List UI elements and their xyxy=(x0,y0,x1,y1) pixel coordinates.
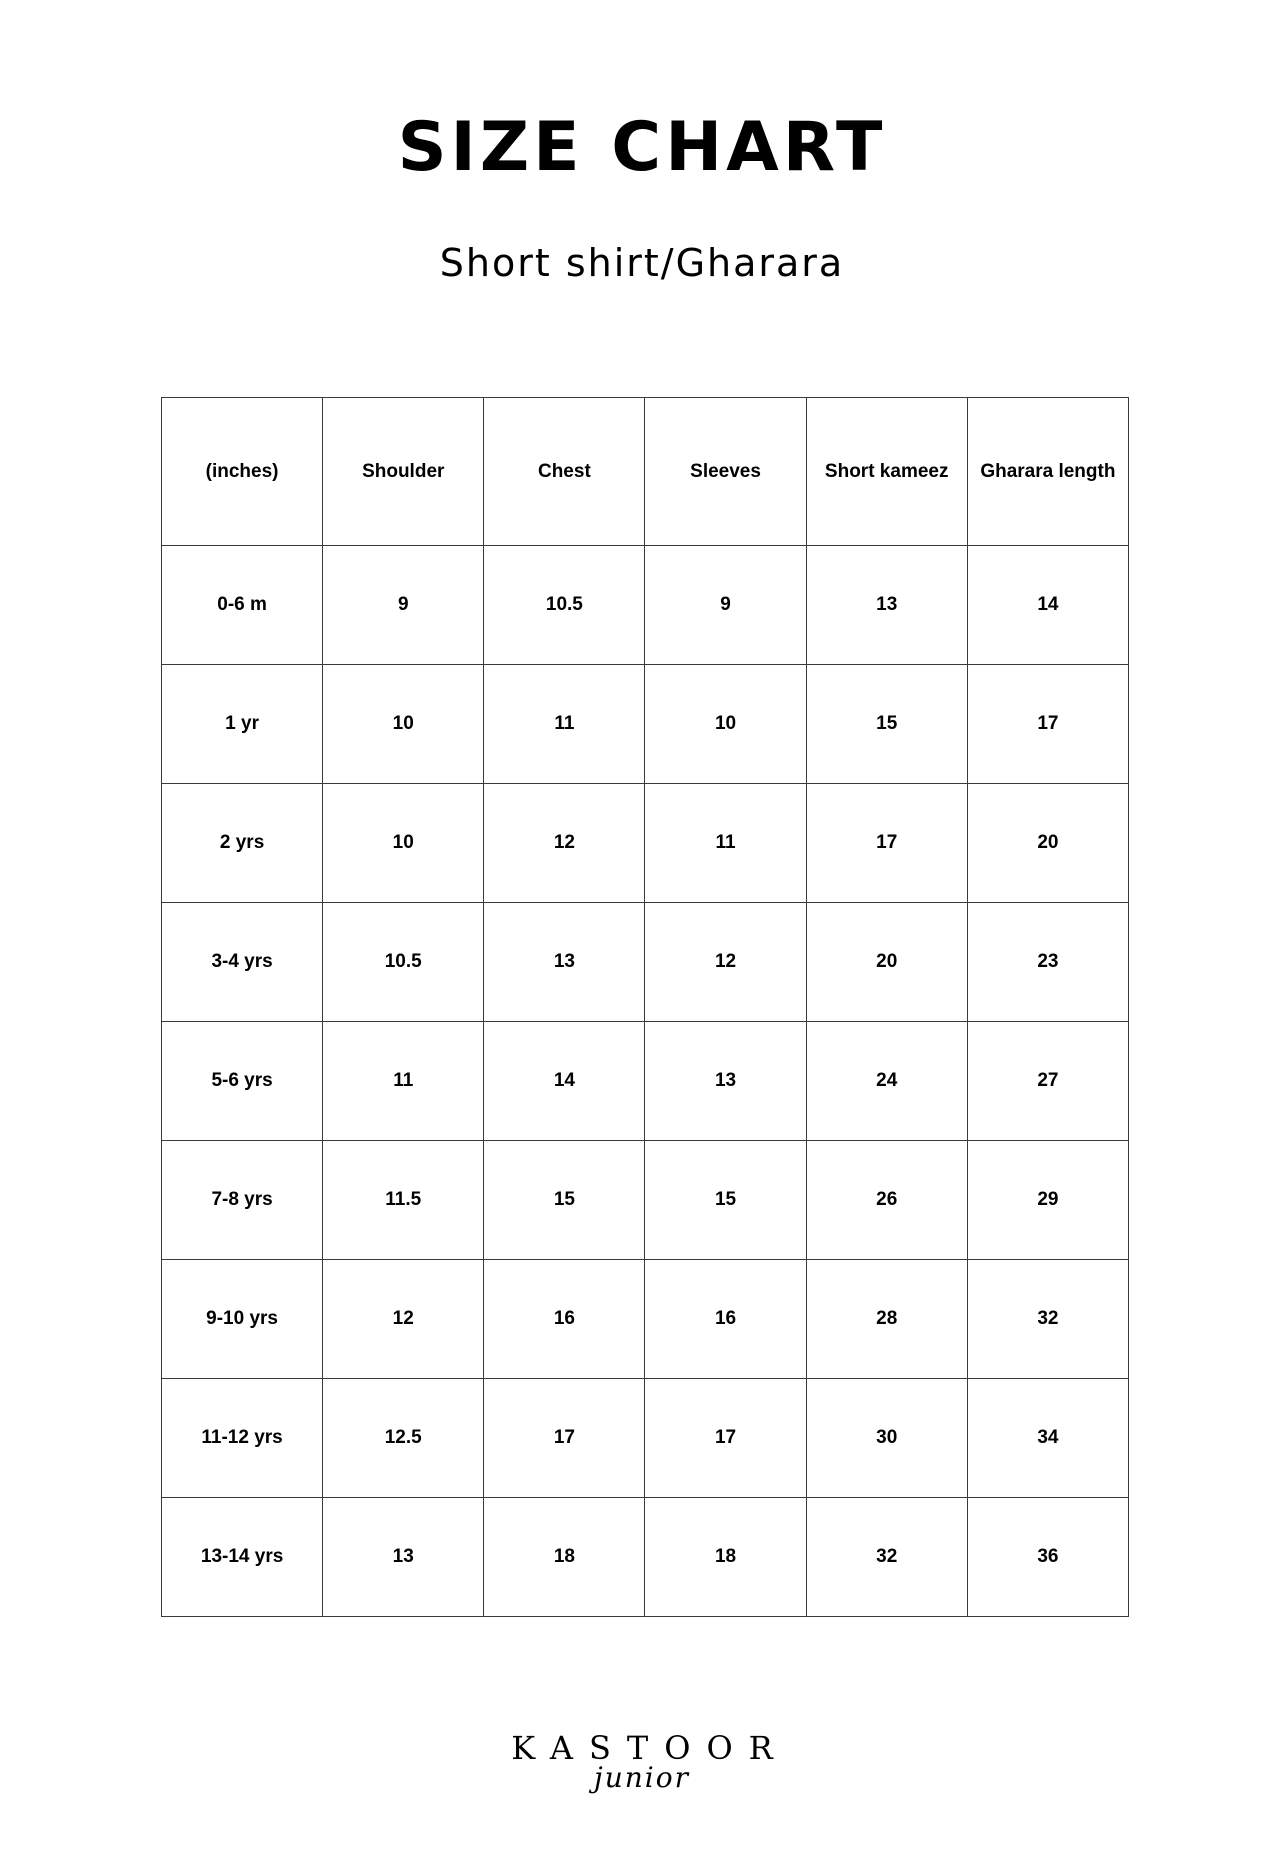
table-cell: 13 xyxy=(645,1022,806,1141)
table-cell: 15 xyxy=(484,1141,645,1260)
table-cell: 10.5 xyxy=(484,546,645,665)
header-cell-size: (inches) xyxy=(162,398,323,546)
table-cell: 13 xyxy=(484,903,645,1022)
table-cell: 16 xyxy=(645,1260,806,1379)
brand-name: KASTOOR xyxy=(511,1729,789,1767)
table-cell: 0-6 m xyxy=(162,546,323,665)
table-cell: 9-10 yrs xyxy=(162,1260,323,1379)
table-row xyxy=(162,546,1129,665)
table-row xyxy=(162,903,1129,1022)
table-cell: 16 xyxy=(484,1260,645,1379)
table-cell: 32 xyxy=(967,1260,1128,1379)
table-cell: 1 yr xyxy=(162,665,323,784)
table-cell: 34 xyxy=(967,1379,1128,1498)
header-cell-gharara-length: Gharara length xyxy=(967,398,1128,546)
table-cell: 3-4 yrs xyxy=(162,903,323,1022)
table-cell: 11 xyxy=(323,1022,484,1141)
brand-logo xyxy=(0,1728,1284,1794)
table-cell: 15 xyxy=(806,665,967,784)
table-cell: 5-6 yrs xyxy=(162,1022,323,1141)
table-row xyxy=(162,784,1129,903)
header-cell-chest: Chest xyxy=(484,398,645,546)
table-cell: 11.5 xyxy=(323,1141,484,1260)
table-cell: 23 xyxy=(967,903,1128,1022)
table-row xyxy=(162,665,1129,784)
table-cell: 27 xyxy=(967,1022,1128,1141)
table-row xyxy=(162,1260,1129,1379)
table-cell: 11-12 yrs xyxy=(162,1379,323,1498)
table-row xyxy=(162,1022,1129,1141)
table-cell: 12 xyxy=(484,784,645,903)
table-cell: 13-14 yrs xyxy=(162,1498,323,1617)
table-cell: 26 xyxy=(806,1141,967,1260)
table-cell: 13 xyxy=(806,546,967,665)
page-subtitle: Short shirt/Gharara xyxy=(439,241,845,285)
table-cell: 14 xyxy=(967,546,1128,665)
table-cell: 17 xyxy=(967,665,1128,784)
table-cell: 11 xyxy=(645,784,806,903)
size-table-header xyxy=(162,398,1129,546)
table-cell: 2 yrs xyxy=(162,784,323,903)
table-cell: 20 xyxy=(806,903,967,1022)
header-cell-sleeves: Sleeves xyxy=(645,398,806,546)
table-row xyxy=(162,1379,1129,1498)
table-cell: 10 xyxy=(323,784,484,903)
table-cell: 12 xyxy=(645,903,806,1022)
table-cell: 13 xyxy=(323,1498,484,1617)
table-cell: 9 xyxy=(645,546,806,665)
table-cell: 29 xyxy=(967,1141,1128,1260)
size-table-body xyxy=(162,546,1129,1617)
header-cell-shoulder: Shoulder xyxy=(323,398,484,546)
size-table xyxy=(161,397,1129,1617)
brand-subname: junior xyxy=(594,1761,690,1794)
table-cell: 14 xyxy=(484,1022,645,1141)
table-cell: 17 xyxy=(484,1379,645,1498)
table-cell: 10 xyxy=(645,665,806,784)
table-cell: 18 xyxy=(645,1498,806,1617)
header-cell-short-kameez: Short kameez xyxy=(806,398,967,546)
table-cell: 12 xyxy=(323,1260,484,1379)
table-cell: 15 xyxy=(645,1141,806,1260)
table-cell: 18 xyxy=(484,1498,645,1617)
table-cell: 24 xyxy=(806,1022,967,1141)
table-cell: 12.5 xyxy=(323,1379,484,1498)
table-row xyxy=(162,1141,1129,1260)
table-cell: 17 xyxy=(806,784,967,903)
table-cell: 17 xyxy=(645,1379,806,1498)
table-cell: 28 xyxy=(806,1260,967,1379)
table-cell: 11 xyxy=(484,665,645,784)
page-title: SIZE CHART xyxy=(397,108,887,187)
table-cell: 7-8 yrs xyxy=(162,1141,323,1260)
table-cell: 32 xyxy=(806,1498,967,1617)
table-cell: 20 xyxy=(967,784,1128,903)
table-cell: 36 xyxy=(967,1498,1128,1617)
header-row xyxy=(162,398,1129,546)
table-row xyxy=(162,1498,1129,1617)
table-cell: 10.5 xyxy=(323,903,484,1022)
table-cell: 10 xyxy=(323,665,484,784)
table-cell: 9 xyxy=(323,546,484,665)
table-cell: 30 xyxy=(806,1379,967,1498)
